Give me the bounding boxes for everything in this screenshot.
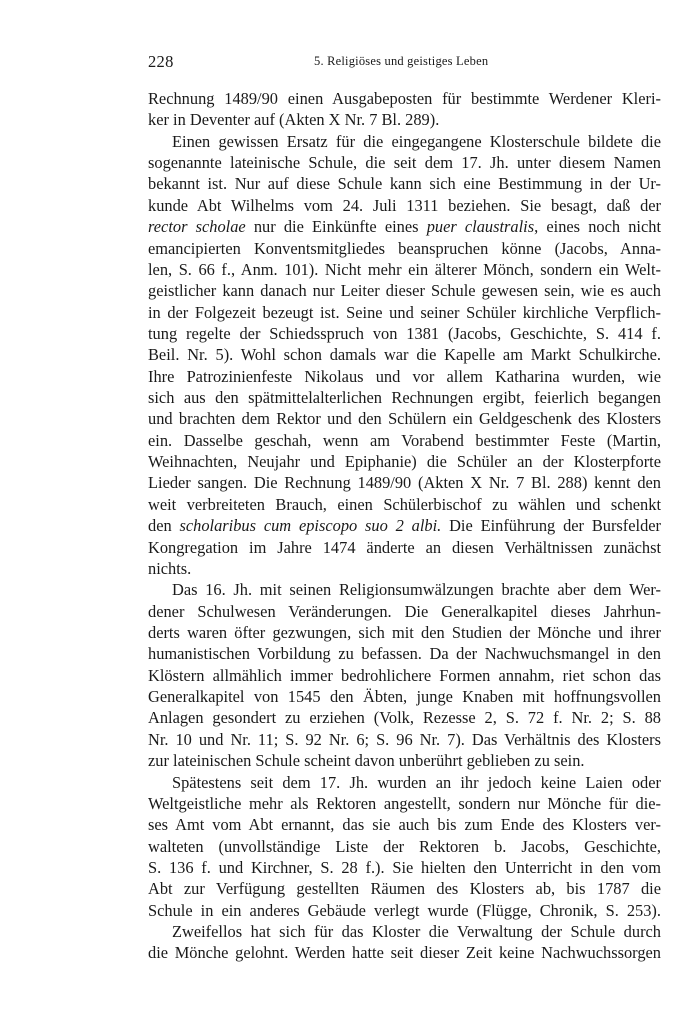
- text-segment: nur die Einkünfte eines: [245, 217, 427, 237]
- text-line: len, S. 66 f., Anm. 101). Nicht mehr ein älterer Mönch, sondern ein Welt-: [148, 259, 661, 279]
- italic-text: puer claustralis: [426, 217, 535, 237]
- text-line: tung regelte der Schiedsspruch von 1381 (Jacobs, Geschichte, S. 414 f.: [148, 323, 661, 343]
- text-line: Spätestens seit dem 17. Jh. wurden an ihr jedoch keine Laien oder: [172, 772, 661, 792]
- text-line: kunde Abt Wilhelms vom 24. Juli 1311 beziehen. Sie besagt, daß der: [148, 195, 661, 215]
- text-line: Beil. Nr. 5). Wohl schon damals war die Kapelle am Markt Schulkirche.: [148, 345, 661, 365]
- text-line: in der Folgezeit bezeugt ist. Seine und seiner Schüler kirchliche Verpflich-: [148, 302, 661, 322]
- text-line: Einen gewissen Ersatz für die eingegangene Klosterschule bildete die: [172, 131, 661, 151]
- page-number: 228: [148, 52, 174, 71]
- text-line: geistlicher kann danach nur Leiter dieser Schule gewesen sein, wie es auch: [148, 281, 661, 301]
- running-head: [148, 52, 661, 74]
- text-line: Anlagen gesondert zu erziehen (Volk, Rezesse 2, S. 72 f. Nr. 2; S. 88: [148, 708, 661, 728]
- text-line: sogenannte lateinische Schule, die seit dem 17. Jh. unter diesem Namen: [148, 153, 661, 173]
- text-line: humanistischen Vorbildung zu befassen. Da der Nachwuchsmangel in den: [148, 644, 661, 664]
- text-line: S. 136 f. und Kirchner, S. 28 f.). Sie hielten den Unterricht in den vom: [148, 857, 661, 877]
- text-line: ses Amt vom Abt ernannt, das sie auch bis zum Ende des Klosters ver-: [148, 815, 661, 835]
- text-line: emancipierten Konventsmitgliedes beanspruchen könne (Jacobs, Anna-: [148, 238, 661, 258]
- text-line: Ihre Patrozinienfeste Nikolaus und vor allem Katharina wurden, wie: [148, 366, 661, 386]
- text-line: Lieder sangen. Die Rechnung 1489/90 (Akten X Nr. 7 Bl. 288) kennt den: [148, 473, 661, 493]
- body-text: [148, 88, 661, 964]
- text-line: Generalkapitel von 1545 den Äbten, junge Knaben mit hoffnungsvollen: [148, 687, 661, 707]
- text-line: walteten (unvollständige Liste der Rektoren b. Jacobs, Geschichte,: [148, 836, 661, 856]
- text-line: derts waren öfter gezwungen, sich mit den Studien der Mönche und ihrer: [148, 622, 661, 642]
- text-line: Zweifellos hat sich für das Kloster die Verwaltung der Schule durch: [172, 922, 661, 942]
- text-line: bekannt ist. Nur auf diese Schule kann sich eine Bestimmung in der Ur-: [148, 174, 661, 194]
- text-line: Nr. 10 und Nr. 11; S. 92 Nr. 6; S. 96 Nr. 7). Das Verhältnis des Klosters: [148, 729, 661, 749]
- text-line: dener Schulwesen Veränderungen. Die Generalkapitel dieses Jahrhun-: [148, 601, 661, 621]
- chapter-title: 5. Religiöses und geistiges Leben: [314, 54, 489, 68]
- text-line: die Mönche gelohnt. Werden hatte seit dieser Zeit keine Nachwuchssorgen: [148, 943, 661, 963]
- text-line: Abt zur Verfügung gestellten Räumen des Klosters ab, bis 1787 die: [148, 879, 661, 899]
- text-line: [148, 515, 661, 536]
- text-line: Rechnung 1489/90 einen Ausgabeposten für bestimmte Werdener Kleri-: [148, 89, 661, 108]
- text-line: Klöstern allmählich immer bedrohlichere Formen annahm, riet schon das: [148, 665, 661, 685]
- text-line: [148, 216, 661, 237]
- text-segment: , eines noch nicht: [534, 217, 661, 237]
- italic-text: rector scholae: [148, 217, 246, 237]
- text-line: zur lateinischen Schule scheint davon unberührt geblieben zu sein.: [148, 751, 585, 771]
- text-line: nichts.: [148, 558, 192, 578]
- text-line: und brachten dem Rektor und den Schülern ein Geldgeschenk des Klosters: [148, 409, 661, 429]
- text-line: sich aus den spätmittelalterlichen Rechnungen ergibt, feierlich begangen: [148, 388, 661, 408]
- text-segment: Die Einführung der Bursfelder: [441, 516, 661, 536]
- text-line: Weihnachten, Neujahr und Epiphanie) die Schüler an der Klosterpforte: [148, 452, 661, 472]
- text-line: Schule in ein anderes Gebäude verlegt wurde (Flügge, Chronik, S. 253).: [148, 900, 661, 920]
- text-line: ein. Dasselbe geschah, wenn am Vorabend bestimmter Feste (Martin,: [148, 430, 661, 450]
- text-line: Weltgeistliche mehr als Rektoren angestellt, sondern nur Mönche für die-: [148, 793, 661, 813]
- text-line: Das 16. Jh. mit seinen Religionsumwälzungen brachte aber dem Wer-: [172, 580, 661, 600]
- text-line: Kongregation im Jahre 1474 änderte an diesen Verhältnissen zunächst: [148, 537, 661, 557]
- italic-text: scholaribus cum episcopo suo 2 albi.: [179, 516, 442, 536]
- text-line: ker in Deventer auf (Akten X Nr. 7 Bl. 289).: [148, 110, 440, 130]
- text-line: weit verbreiteten Brauch, einen Schülerbischof zu wählen und schenkt: [148, 494, 661, 514]
- text-segment: den: [148, 516, 180, 536]
